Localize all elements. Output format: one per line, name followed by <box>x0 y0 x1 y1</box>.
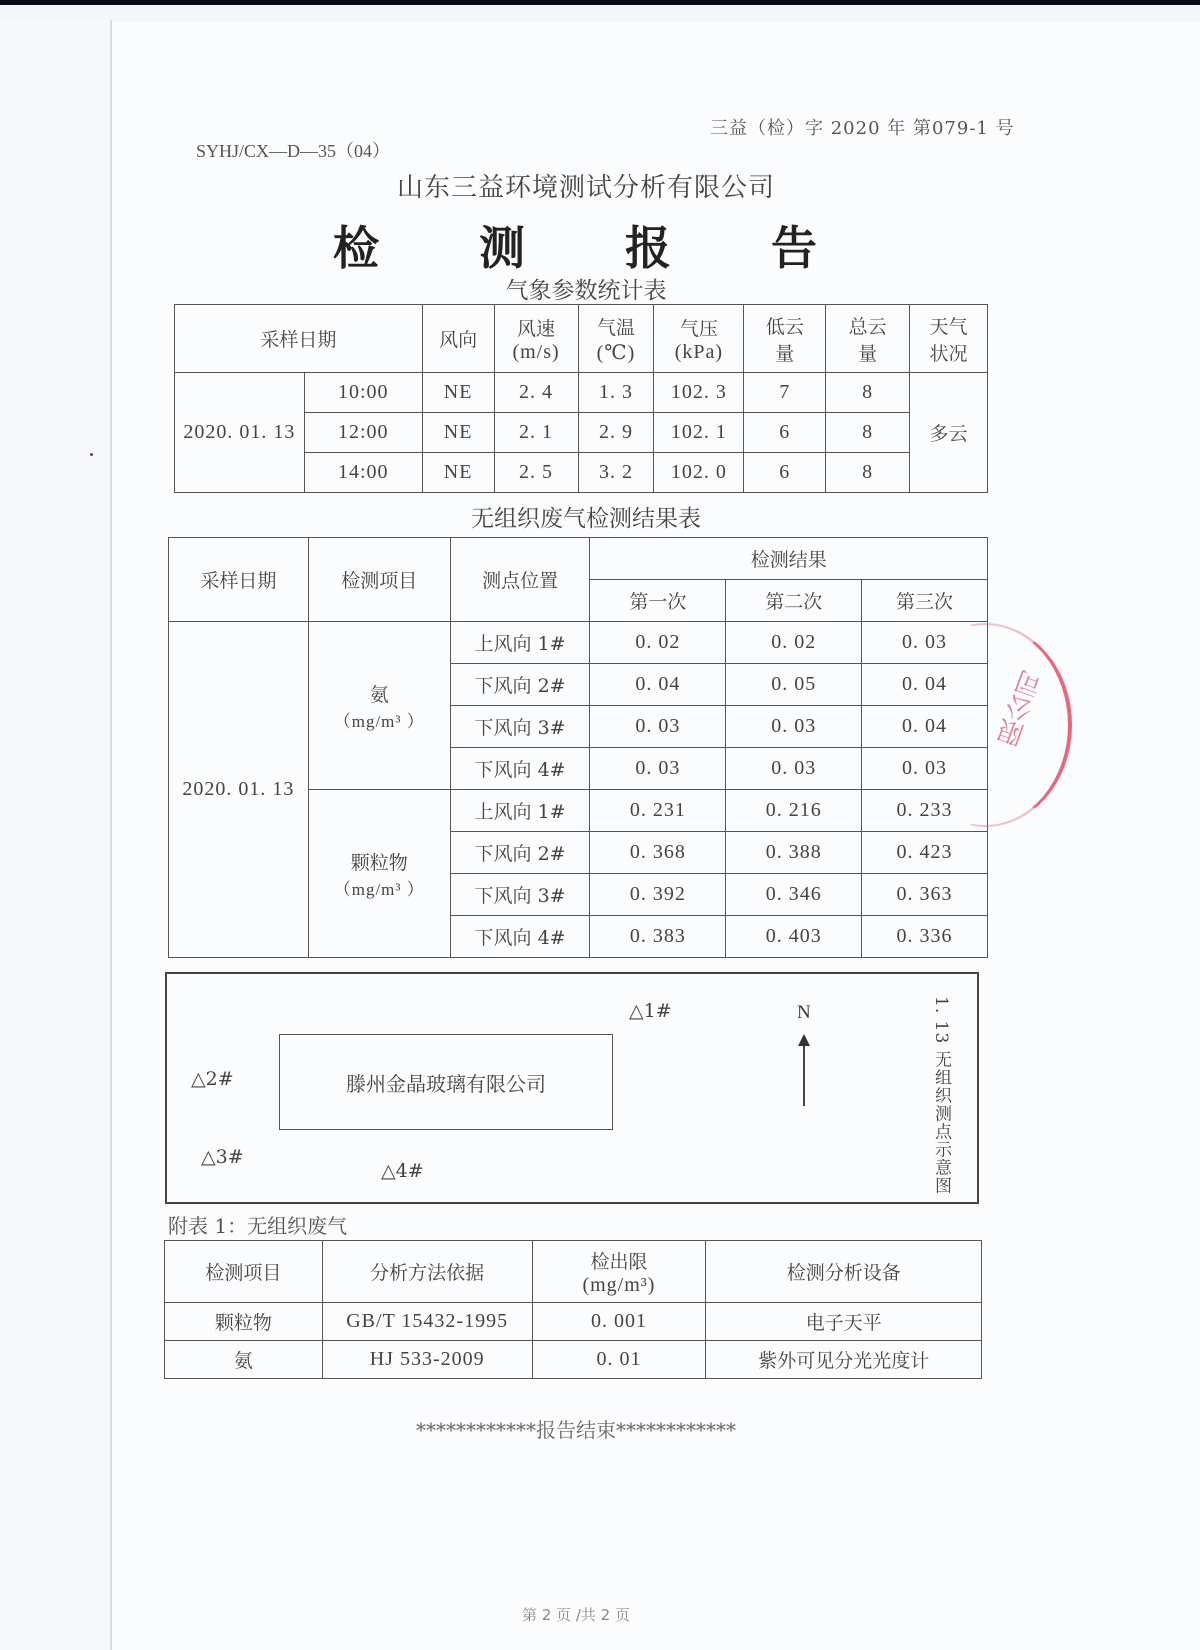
appendix-header-row <box>165 1241 982 1303</box>
location-cell: 上风向 1# <box>450 790 590 832</box>
low-cloud-cell: 7 <box>744 373 826 413</box>
form-code: SYHJ/CX—D—35（04） <box>196 141 391 161</box>
table-row <box>165 1341 982 1379</box>
pressure-cell: 102. 0 <box>654 453 744 493</box>
header-test-item: 检测项目 <box>165 1241 323 1303</box>
point-2-marker: △2# <box>191 1068 234 1090</box>
equipment-cell: 紫外可见分光光度计 <box>706 1341 982 1379</box>
header-method: 分析方法依据 <box>322 1241 532 1303</box>
header-wind-direction: 风向 <box>422 305 494 373</box>
value-cell: 0. 388 <box>726 832 862 874</box>
header-third: 第三次 <box>862 580 988 622</box>
value-cell: 0. 403 <box>726 916 862 958</box>
scan-left-margin <box>0 20 112 1650</box>
value-cell: 0. 02 <box>726 622 862 664</box>
weather-table <box>174 304 988 493</box>
value-cell: 0. 03 <box>590 748 726 790</box>
value-cell: 0. 233 <box>862 790 988 832</box>
low-cloud-cell: 6 <box>744 413 826 453</box>
location-cell: 下风向 3# <box>450 874 590 916</box>
pressure-cell: 102. 3 <box>654 373 744 413</box>
header-detection-limit: 检出限 (mg/m³) <box>532 1241 706 1303</box>
value-cell: 0. 04 <box>590 664 726 706</box>
time-cell: 10:00 <box>304 373 422 413</box>
scan-top-edge <box>0 0 1200 5</box>
table-row <box>169 622 988 664</box>
value-cell: 0. 423 <box>862 832 988 874</box>
total-cloud-cell: 8 <box>826 413 910 453</box>
value-cell: 0. 02 <box>590 622 726 664</box>
sampling-date: 2020. 01. 13 <box>169 622 309 958</box>
limit-cell: 0. 001 <box>532 1303 706 1341</box>
results-table <box>168 537 988 958</box>
results-table-caption: 无组织废气检测结果表 <box>471 506 701 532</box>
time-cell: 12:00 <box>304 413 422 453</box>
weather-header-row <box>175 305 988 373</box>
value-cell: 0. 03 <box>726 706 862 748</box>
location-cell: 下风向 3# <box>450 706 590 748</box>
value-cell: 0. 363 <box>862 874 988 916</box>
wind-speed-cell: 2. 5 <box>494 453 578 493</box>
company-name: 山东三益环境测试分析有限公司 <box>396 173 775 203</box>
location-cell: 下风向 2# <box>450 832 590 874</box>
monitoring-point-diagram <box>165 972 979 1204</box>
report-page <box>112 22 1200 1650</box>
weather-condition: 多云 <box>910 373 988 493</box>
header-temperature: 气温 (℃) <box>578 305 654 373</box>
value-cell: 0. 03 <box>590 706 726 748</box>
appendix-table <box>164 1240 982 1379</box>
equipment-cell: 电子天平 <box>706 1303 982 1341</box>
header-results: 检测结果 <box>590 538 988 580</box>
point-4-marker: △4# <box>381 1160 424 1182</box>
test-item-particulate: 颗粒物 （mg/m³ ） <box>308 790 450 958</box>
value-cell: 0. 03 <box>862 622 988 664</box>
report-title: 检 测 报 告 <box>332 221 860 275</box>
temp-cell: 3. 2 <box>578 453 654 493</box>
weather-table-caption: 气象参数统计表 <box>505 278 667 304</box>
header-low-cloud: 低云 量 <box>744 305 826 373</box>
table-row <box>175 373 988 413</box>
value-cell: 0. 04 <box>862 664 988 706</box>
point-3-marker: △3# <box>201 1146 244 1168</box>
location-cell: 上风向 1# <box>450 622 590 664</box>
total-cloud-cell: 8 <box>826 373 910 413</box>
temp-cell: 1. 3 <box>578 373 654 413</box>
value-cell: 0. 346 <box>726 874 862 916</box>
diagram-side-label: 1. 13 无组织测点示意图 <box>931 996 951 1195</box>
header-pressure: 气压 (kPa) <box>654 305 744 373</box>
wind-dir-cell: NE <box>422 373 494 413</box>
low-cloud-cell: 6 <box>744 453 826 493</box>
header-equipment: 检测分析设备 <box>706 1241 982 1303</box>
location-cell: 下风向 2# <box>450 664 590 706</box>
report-end-mark: ************报告结束************ <box>416 1418 736 1442</box>
header-weather: 天气 状况 <box>910 305 988 373</box>
results-header-row <box>169 538 988 580</box>
value-cell: 0. 216 <box>726 790 862 832</box>
value-cell: 0. 03 <box>726 748 862 790</box>
wind-speed-cell: 2. 4 <box>494 373 578 413</box>
wind-dir-cell: NE <box>422 413 494 453</box>
method-cell: GB/T 15432-1995 <box>322 1303 532 1341</box>
pressure-cell: 102. 1 <box>654 413 744 453</box>
point-1-marker: △1# <box>629 1000 672 1022</box>
value-cell: 0. 03 <box>862 748 988 790</box>
location-cell: 下风向 4# <box>450 748 590 790</box>
scan-speck <box>90 453 93 456</box>
header-sampling-date: 采样日期 <box>175 305 423 373</box>
page-number: 第 2 页 /共 2 页 <box>522 1606 630 1624</box>
header-total-cloud: 总云 量 <box>826 305 910 373</box>
appendix-title: 附表 1：无组织废气 <box>168 1214 348 1238</box>
value-cell: 0. 336 <box>862 916 988 958</box>
test-item-ammonia: 氨 （mg/m³ ） <box>308 622 450 790</box>
total-cloud-cell: 8 <box>826 453 910 493</box>
company-box: 滕州金晶玻璃有限公司 <box>279 1034 613 1130</box>
header-sampling-date: 采样日期 <box>169 538 309 622</box>
method-cell: HJ 533-2009 <box>322 1341 532 1379</box>
table-row <box>165 1303 982 1341</box>
document-number: 三益（检）字 2020 年 第079-1 号 <box>710 118 1015 139</box>
wind-dir-cell: NE <box>422 453 494 493</box>
header-test-item: 检测项目 <box>308 538 450 622</box>
header-wind-speed: 风速 (m/s) <box>494 305 578 373</box>
north-arrow-icon <box>803 1044 805 1106</box>
header-location: 测点位置 <box>450 538 590 622</box>
item-cell: 颗粒物 <box>165 1303 323 1341</box>
value-cell: 0. 368 <box>590 832 726 874</box>
limit-cell: 0. 01 <box>532 1341 706 1379</box>
sampling-date: 2020. 01. 13 <box>175 373 305 493</box>
time-cell: 14:00 <box>304 453 422 493</box>
value-cell: 0. 04 <box>862 706 988 748</box>
header-second: 第二次 <box>726 580 862 622</box>
header-first: 第一次 <box>590 580 726 622</box>
value-cell: 0. 392 <box>590 874 726 916</box>
location-cell: 下风向 4# <box>450 916 590 958</box>
item-cell: 氨 <box>165 1341 323 1379</box>
seal-text: 限公司 <box>993 667 1049 751</box>
value-cell: 0. 05 <box>726 664 862 706</box>
temp-cell: 2. 9 <box>578 413 654 453</box>
value-cell: 0. 231 <box>590 790 726 832</box>
value-cell: 0. 383 <box>590 916 726 958</box>
wind-speed-cell: 2. 1 <box>494 413 578 453</box>
north-label: N <box>797 1002 811 1023</box>
